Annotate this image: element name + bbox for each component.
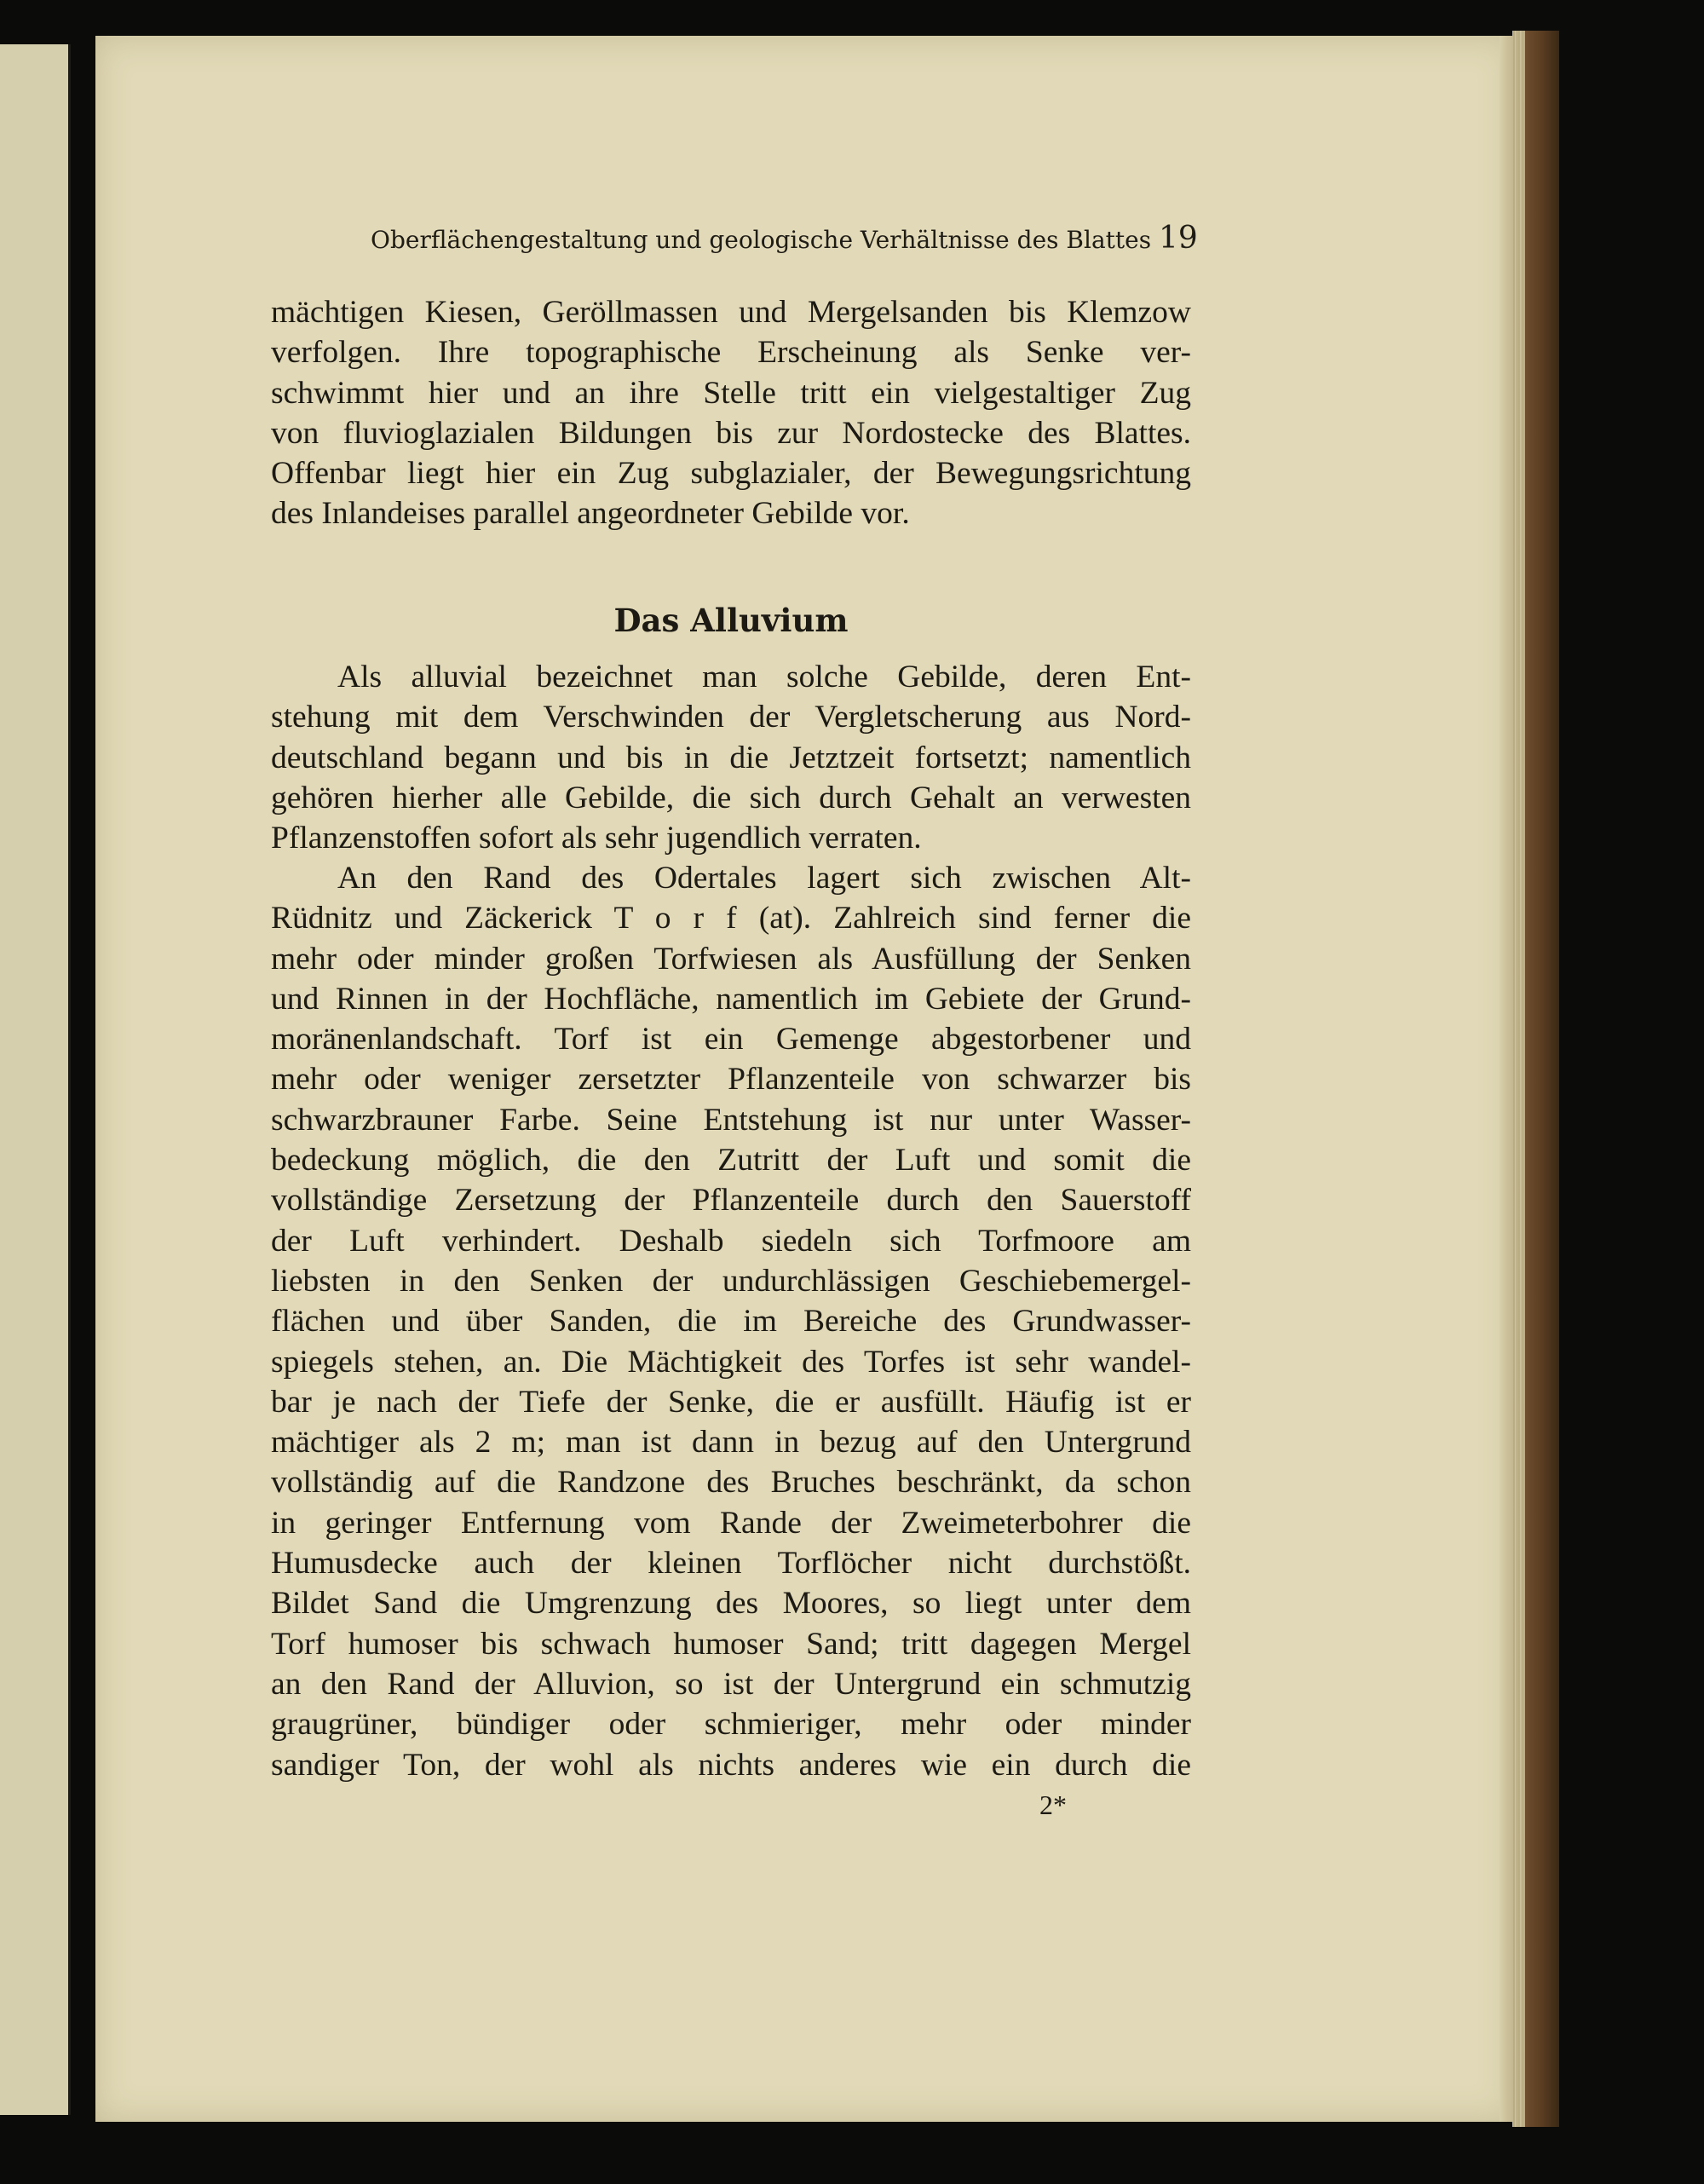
paragraph-continuation bbox=[271, 292, 1191, 534]
text-line: An den Rand des Odertales lagert sich zwischen Alt- bbox=[337, 861, 1191, 896]
text-line: Pflanzenstoffen sofort als sehr jugendlich verraten. bbox=[271, 821, 922, 856]
running-header bbox=[371, 221, 1198, 256]
section-heading: Das Alluvium bbox=[613, 602, 849, 639]
text-line: stehung mit dem Verschwinden der Vergletscherung aus Nord- bbox=[271, 700, 1191, 735]
text-line: der Luft verhindert. Deshalb siedeln sich Torfmoore am bbox=[271, 1223, 1191, 1259]
text-line: Torf humoser bis schwach humoser Sand; tritt dagegen Mergel bbox=[271, 1626, 1191, 1662]
text-line: Rüdnitz und Zäckerick T o r f (at). Zahlreich sind ferner die bbox=[271, 901, 1191, 936]
text-line: vollständig auf die Randzone des Bruches beschränkt, da schon bbox=[271, 1465, 1191, 1501]
text-line: spiegels stehen, an. Die Mächtigkeit des Torfes ist sehr wandel- bbox=[271, 1344, 1191, 1380]
text-line: flächen und über Sanden, die im Bereiche des Grundwasser- bbox=[271, 1304, 1191, 1340]
text-line: Humusdecke auch der kleinen Torflöcher nicht durchstößt. bbox=[271, 1546, 1191, 1582]
left-page-edge bbox=[0, 44, 71, 2115]
text-line: des Inlandeises parallel angeordneter Gebilde vor. bbox=[271, 496, 910, 532]
text-line: an den Rand der Alluvion, so ist der Untergrund ein schmutzig bbox=[271, 1666, 1191, 1702]
text-line: mächtigen Kiesen, Geröllmassen und Mergelsanden bis Klemzow bbox=[271, 295, 1191, 330]
text-line: Als alluvial bezeichnet man solche Gebilde, deren Ent- bbox=[337, 660, 1191, 694]
text-line: mächtiger als 2 m; man ist dann in bezug auf den Untergrund bbox=[271, 1425, 1191, 1461]
text-line: und Rinnen in der Hochfläche, namentlich im Gebiete der Grund- bbox=[271, 981, 1191, 1017]
text-line: liebsten in den Senken der undurchlässigen Geschiebemergel- bbox=[271, 1263, 1191, 1299]
text-line: graugrüner, bündiger oder schmieriger, mehr oder minder bbox=[271, 1707, 1191, 1743]
running-title: Oberflächengestaltung und geologische Verhältnisse des Blattes bbox=[371, 226, 1152, 254]
text-line: in geringer Entfernung vom Rande der Zweimeterbohrer die bbox=[271, 1505, 1191, 1541]
book-cover-edge bbox=[1525, 31, 1559, 2127]
text-line: schwimmt hier und an ihre Stelle tritt ein vielgestaltiger Zug bbox=[271, 375, 1191, 411]
text-line: verfolgen. Ihre topographische Erscheinung als Senke ver- bbox=[271, 335, 1191, 371]
text-line: sandiger Ton, der wohl als nichts anderes wie ein durch die bbox=[271, 1747, 1191, 1783]
text-line: mehr oder minder großen Torfwiesen als Ausfüllung der Senken bbox=[271, 941, 1191, 977]
paragraph-torf bbox=[271, 858, 1191, 1785]
text-line: vollständige Zersetzung der Pflanzenteile durch den Sauerstoff bbox=[271, 1183, 1191, 1219]
text-line: von fluvioglazialen Bildungen bis zur Nordostecke des Blattes. bbox=[271, 415, 1191, 451]
text-line: moränenlandschaft. Torf ist ein Gemenge abgestorbener und bbox=[271, 1022, 1191, 1057]
text-line: bar je nach der Tiefe der Senke, die er ausfüllt. Häufig ist er bbox=[271, 1384, 1191, 1420]
text-line: schwarzbrauner Farbe. Seine Entstehung ist nur unter Wasser- bbox=[271, 1102, 1191, 1138]
text-line: gehören hierher alle Gebilde, die sich durch Gehalt an verwesten bbox=[271, 780, 1191, 815]
paragraph-alluvial-definition bbox=[271, 657, 1191, 858]
signature-mark: 2* bbox=[1039, 1789, 1067, 1820]
text-line: mehr oder weniger zersetzter Pflanzenteile von schwarzer bis bbox=[271, 1062, 1191, 1098]
text-line: Offenbar liegt hier ein Zug subglazialer, der Bewegungsrichtung bbox=[271, 456, 1191, 492]
text-line: bedeckung möglich, die den Zutritt der Luft und somit die bbox=[271, 1143, 1191, 1178]
page-number: 19 bbox=[1159, 221, 1198, 256]
text-line: Bildet Sand die Umgrenzung des Moores, so liegt unter dem bbox=[271, 1586, 1191, 1622]
text-line: deutschland begann und bis in die Jetztzeit fortsetzt; namentlich bbox=[271, 740, 1191, 775]
